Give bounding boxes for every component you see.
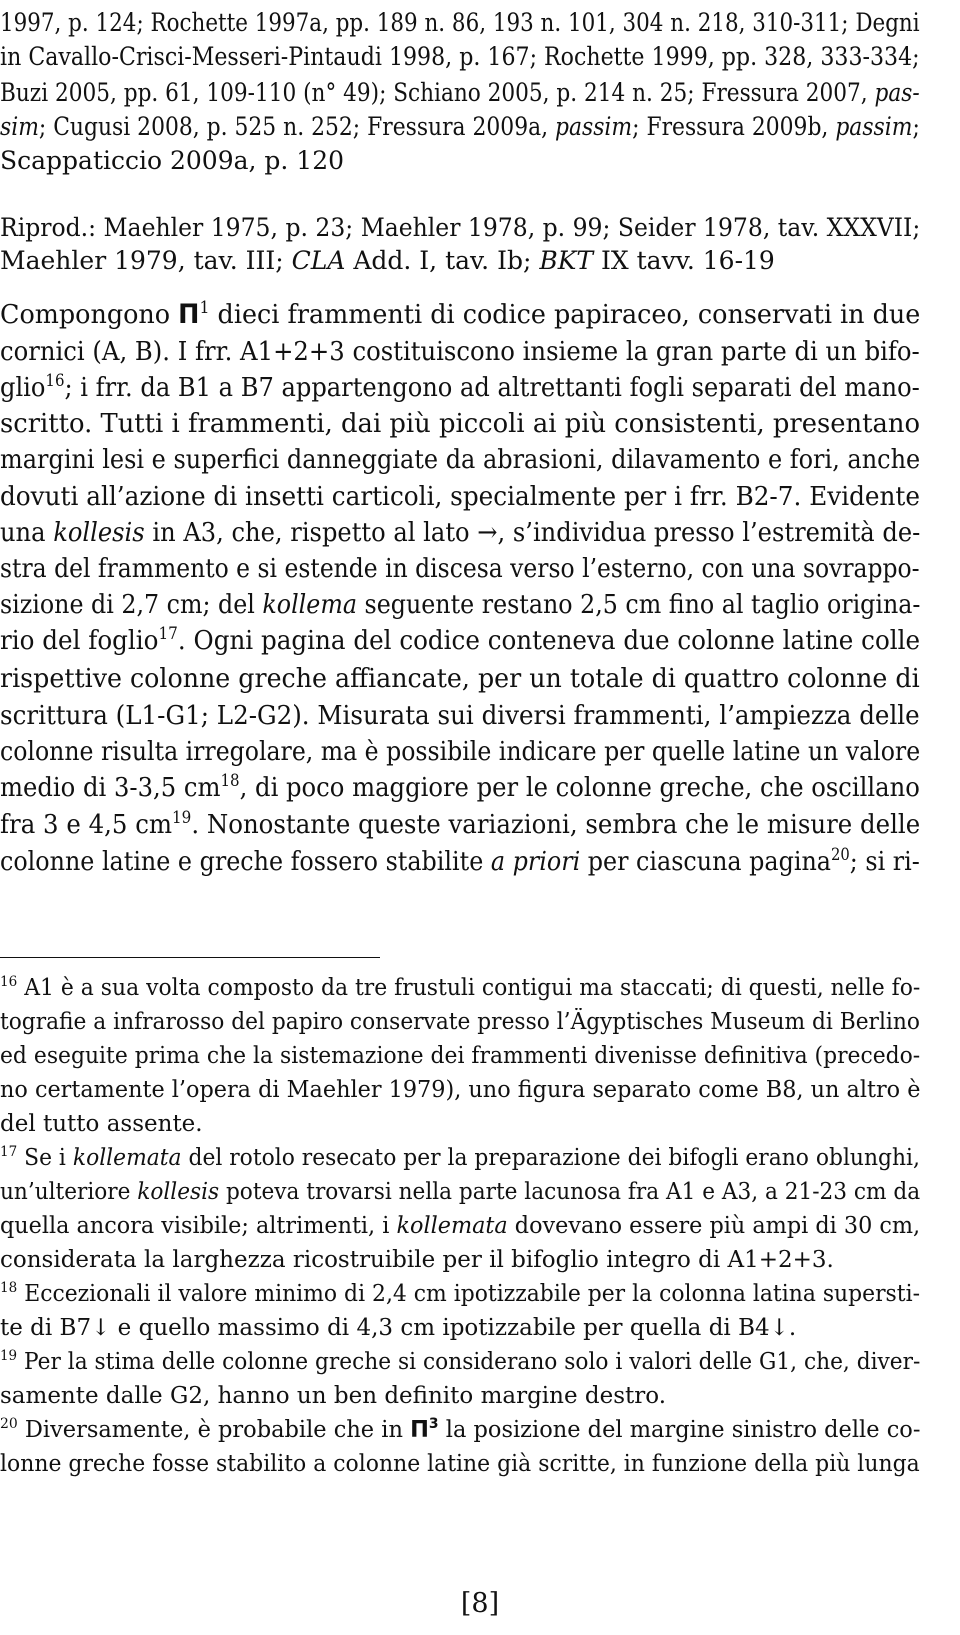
body-text-line [0,297,921,330]
footnote-separator-rule [0,957,380,958]
text-span: considerata la larghezza ricostruibile per il bifoglio integro di A1+2+3. [0,1247,834,1273]
text-span: ; Cugusi 2008, p. 525 n. 252; Fressura 2009a, [38,112,556,141]
footnotes-line [0,1181,920,1204]
text-span: 1997, p. 124; Rochette 1997a, pp. 189 n. 86, 193 n. 101, 304 n. 218, 310-311; Degni [0,8,920,37]
italic-span: a priori [490,846,581,877]
text-span: glio [0,372,46,403]
text-span: scritto. Tutti i frammenti, dai più piccoli ai più consistenti, presentano [0,408,921,439]
text-span: Riprod.: Maehler 1975, p. 23; Maehler 1978, p. 99; Seider 1978, tav. XXXVII; [0,213,921,242]
italic-span: CLA [291,246,346,275]
footnotes-line [0,1045,920,1068]
text-span: ed eseguite prima che la sistemazione dei frammenti divenisse definitiva (precedo- [0,1043,921,1069]
note-ref: 18 [220,770,240,790]
text-span: colonne latine e greche fossero stabilite [0,846,491,877]
text-span: . Nonostante queste variazioni, sembra che le misure delle [191,809,921,840]
text-span: IX tavv. 16-19 [593,246,775,275]
text-span: scrittura (L1-G1; L2-G2). Misurata sui diversi frammenti, l’ampiezza delle [0,700,920,731]
body-text-line [0,553,920,584]
footnotes-line [0,1385,666,1408]
text-span: rio del foglio [0,625,159,656]
text-span: dovuti all’azione di insetti carticoli, specialmente per i frr. B2-7. Evidente [0,481,920,512]
note-ref: 19 [0,1348,18,1365]
text-span: Add. I, tav. Ib; [345,246,540,275]
text-span: in Cavallo-Crisci-Messeri-Pintaudi 1998, p. 167; Rochette 1999, pp. 328, 333-334; [0,42,920,71]
text-span: Maehler 1979, tav. III; [0,246,292,275]
footnotes-line [0,1453,920,1476]
body-text-line [0,700,920,731]
text-span: Diversamente, è probabile che in [17,1417,411,1443]
text-span: Π [178,299,200,330]
text-span: un’ulteriore [0,1179,138,1205]
note-ref: 1 [199,297,210,317]
italic-span: kollesis [137,1179,220,1205]
footnotes-line [0,1249,834,1272]
note-ref: 3 [428,1416,439,1433]
footnotes-line [0,1079,920,1102]
text-span: poteva trovarsi nella parte lacunosa fra A1 e A3, a 21-23 cm da [219,1179,921,1205]
text-span: la posizione del margine sinistro delle co- [438,1417,921,1443]
ref-sources-line [0,44,920,69]
footnotes-line [0,1113,203,1136]
footnotes-line [0,1348,921,1375]
italic-span: BKT [539,246,594,275]
body-text-line [0,517,921,548]
text-span: margini lesi e superfici danneggiate da abrasioni, dilavamento e fori, anche [0,444,921,475]
text-span: medio di 3-3,5 cm [0,772,221,803]
text-span: colonne risulta irregolare, ma è possibile indicare per quelle latine un valore [0,736,921,767]
text-span: per ciascuna pagina [580,846,832,877]
note-ref: 19 [172,807,192,827]
footnotes-line [0,974,921,1001]
text-span: A1 è a sua volta composto da tre frustuli contigui ma staccati; di questi, nelle fo- [17,975,921,1001]
note-ref: 17 [0,1144,18,1161]
text-span: Π [410,1417,429,1443]
note-ref: 20 [0,1416,18,1433]
text-span: Se i [17,1145,73,1171]
italic-span: kollesis [53,517,145,548]
note-ref: 20 [831,844,850,864]
text-span: , di poco maggiore per le colonne greche, che oscillano [239,772,920,803]
italic-span: kollema [262,589,357,620]
text-span: cornici (A, B). I frr. A1+2+3 costituiscono insieme la gran parte di un bifo- [0,336,920,367]
body-text-line [0,370,920,403]
body-text-line [0,444,921,475]
text-span: Eccezionali il valore minimo di 2,4 cm ipotizzabile per la colonna latina supersti- [17,1281,920,1307]
text-span: ; si ri- [849,846,920,877]
text-span: Buzi 2005, pp. 61, 109-110 (n° 49); Schiano 2005, p. 214 n. 25; Fressura 2007, [0,78,875,107]
body-text-line [0,336,920,367]
text-span: dieci frammenti di codice papiraceo, conservati in due [209,299,921,330]
italic-span: pas- [874,78,920,107]
note-ref: 16 [0,974,18,991]
body-text-line [0,844,920,877]
text-span: lonne greche fosse stabilito a colonne latine già scritte, in funzione della più lunga [0,1451,920,1477]
body-text-line [0,408,921,439]
text-span: ; i frr. da B1 a B7 appartengono ad altrettanti fogli separati del mano- [64,372,920,403]
footnotes-line [0,1011,920,1034]
text-span: Per la stima delle colonne greche si considerano solo i valori delle G1, che, diver- [17,1349,921,1375]
text-span: una [0,517,54,548]
text-span: Scappaticcio 2009a, p. 120 [0,146,345,175]
text-span: Compongono [0,299,179,330]
ref-sources-line [0,114,920,139]
ref-sources-line [0,148,344,173]
text-span: rispettive colonne greche affiancate, per un totale di quattro colonne di [0,663,920,694]
body-text-line [0,663,920,694]
body-text-line [0,736,921,767]
text-span: te di B7↓ e quello massimo di 4,3 cm ipotizzabile per quella di B4↓. [0,1315,797,1341]
italic-span: kollemata [396,1213,508,1239]
note-ref: 17 [158,623,178,643]
text-span: quella ancora visibile; altrimenti, i [0,1213,397,1239]
text-span: fra 3 e 4,5 cm [0,809,173,840]
text-span: del tutto assente. [0,1111,203,1137]
text-span: stra del frammento e si estende in discesa verso l’esterno, con una sovrappo- [0,553,920,584]
ref-repro-line [0,215,920,240]
italic-span: kollemata [72,1145,182,1171]
body-text-line [0,770,920,803]
body-text-line [0,623,921,656]
text-span: del rotolo resecato per la preparazione dei bifogli erano oblunghi, [181,1145,920,1171]
note-ref: 16 [45,370,65,390]
body-text-line [0,481,920,512]
text-span: samente dalle G2, hanno un ben definito margine destro. [0,1383,667,1409]
footnotes-line [0,1144,920,1171]
text-span: dovevano essere più ampi di 30 cm, [507,1213,921,1239]
note-ref: 18 [0,1280,18,1297]
ref-repro-line [0,248,775,273]
italic-span: sim [0,112,39,141]
text-span: ; [912,112,920,141]
text-span: . Ogni pagina del codice conteneva due colonne latine colle [177,625,921,656]
footnotes-line [0,1416,921,1443]
text-span: sizione di 2,7 cm; del [0,589,263,620]
text-span: no certamente l’opera di Maehler 1979), uno figura separato come B8, un altro è [0,1077,921,1103]
body-text-line [0,807,921,840]
footnotes-line [0,1215,920,1238]
text-span: in A3, che, rispetto al lato →, s’individua presso l’estremità de- [144,517,921,548]
text-span: ; Fressura 2009b, [632,112,836,141]
page-number: [8] [460,1588,500,1619]
body-text-line [0,589,921,620]
ref-sources-line [0,80,920,105]
footnotes-line [0,1280,920,1307]
ref-sources-line [0,10,920,35]
italic-span: passim [835,112,913,141]
italic-span: passim [555,112,633,141]
text-span: seguente restano 2,5 cm fino al taglio origina- [356,589,921,620]
text-span: tografie a infrarosso del papiro conservate presso l’Ägyptisches Museum di Berlino [0,1009,920,1035]
footnotes-line [0,1317,796,1340]
